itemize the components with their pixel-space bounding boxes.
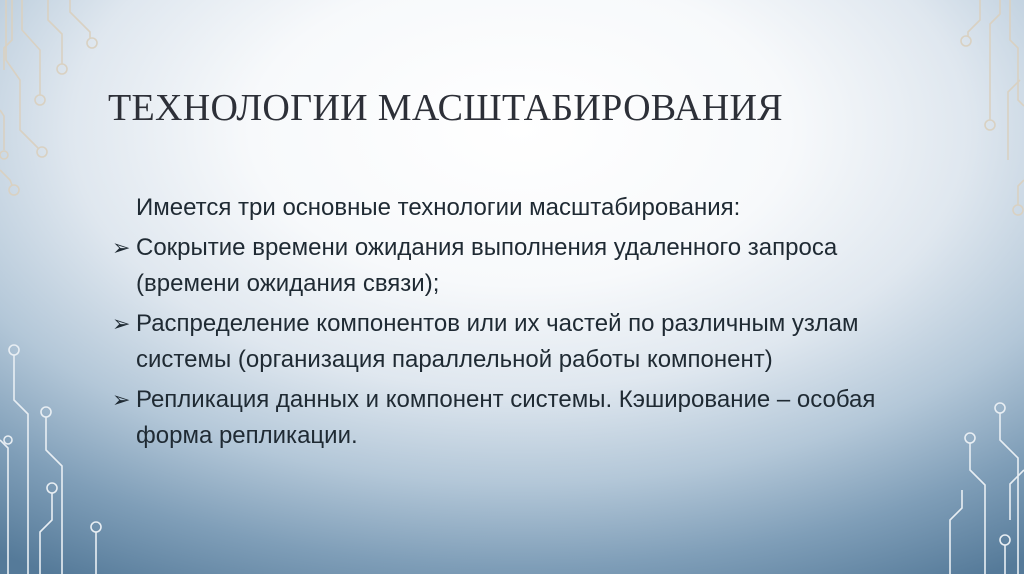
arrow-bullet-icon: ➢	[112, 235, 131, 260]
bullet-text: Репликация данных и компонент системы. Кэширование – особая форма репликации.	[136, 386, 876, 449]
arrow-bullet-icon: ➢	[112, 311, 131, 336]
circuit-top-right	[961, 0, 1024, 215]
slide-title: ТЕХНОЛОГИИ МАСШТАБИРОВАНИЯ	[108, 87, 783, 129]
bullet-text: Распределение компонентов или их частей по различным узлам системы (организация параллельной работы компонент)	[136, 310, 859, 373]
slide-body	[112, 190, 932, 458]
bullet-item-replication	[112, 382, 932, 454]
circuit-bottom-left	[0, 345, 101, 574]
bullet-item-latency-hiding	[112, 230, 932, 302]
bullet-text: Сокрытие времени ожидания выполнения удаленного запроса (времени ожидания связи);	[136, 234, 838, 297]
circuit-top-left	[0, 0, 97, 195]
circuit-bottom-right	[950, 403, 1024, 574]
bullet-item-distribution	[112, 306, 932, 378]
intro-text: Имеется три основные технологии масштабирования:	[136, 194, 741, 221]
bullet-list	[112, 230, 932, 454]
arrow-bullet-icon: ➢	[112, 387, 131, 412]
